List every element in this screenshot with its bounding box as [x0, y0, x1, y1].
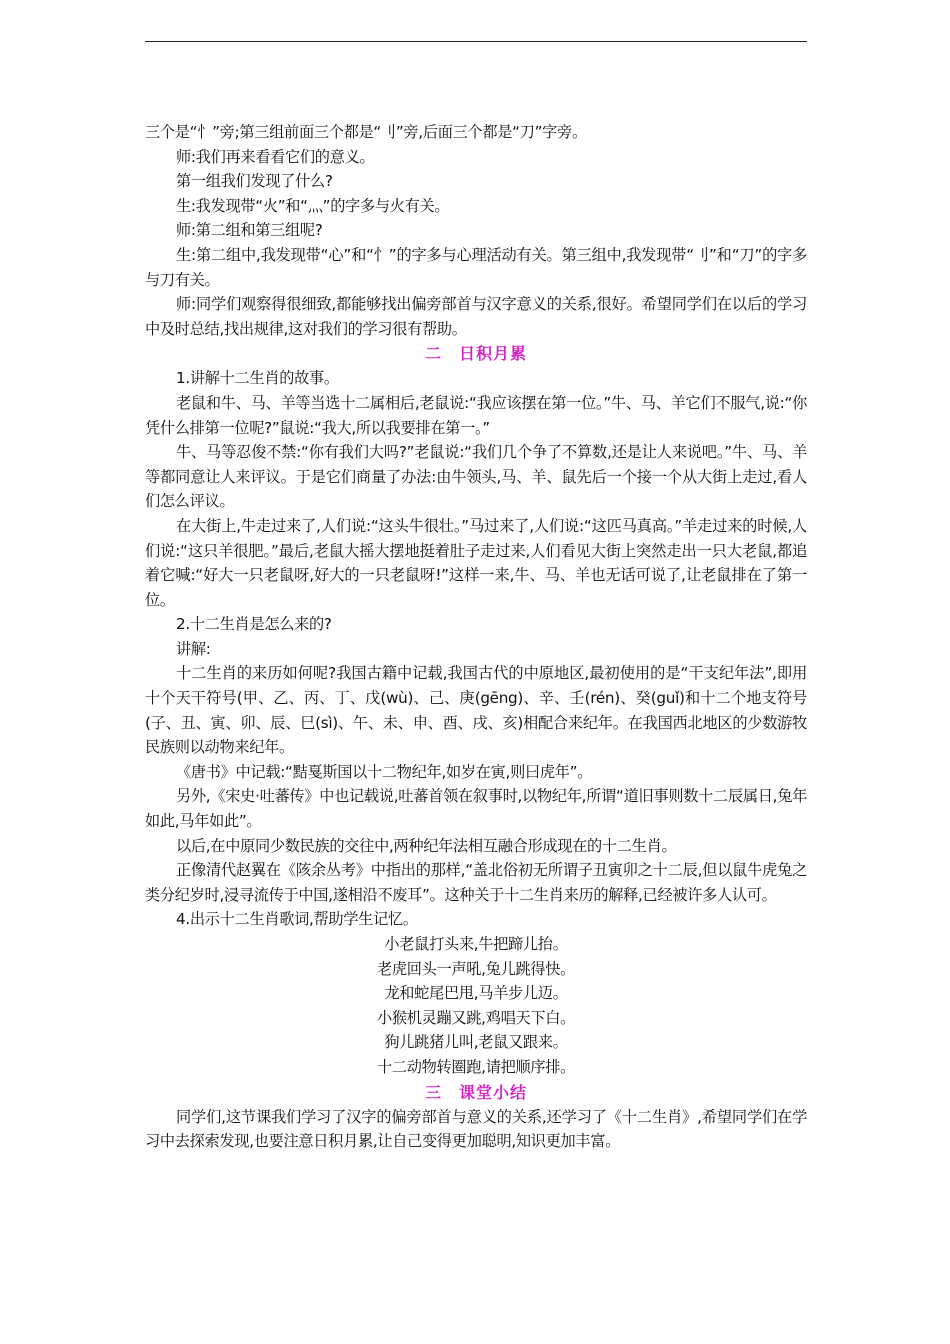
paragraph: 师:第二组和第三组呢? [176, 221, 323, 240]
poem-line: 龙和蛇尾巴甩,马羊步儿迈。 [384, 984, 568, 1003]
poem-line: 十二动物转圈跑,请把顺序排。 [376, 1057, 576, 1076]
paragraph: 第一组我们发现了什么? [176, 172, 333, 191]
section-heading-3: 三 课堂小结 [424, 1082, 527, 1102]
paragraph: 师:我们再来看看它们的意义。 [176, 147, 375, 166]
paragraph: 《唐书》中记载:“黠戛斯国以十二物纪年,如岁在寅,则曰虎年”。 [176, 762, 593, 781]
zodiac-poem [145, 932, 807, 1080]
paragraph: 师:同学们观察得很细致,都能够找出偏旁部首与汉字意义的关系,很好。希望同学们在以后的学习中及时总结,找出规律,这对我们的学习很有帮助。 [145, 295, 807, 338]
paragraph: 讲解: [176, 639, 211, 658]
paragraph: 生:第二组中,我发现带“心”和“忄”的字多与心理活动有关。第三组中,我发现带“刂”和“刀”的字多与刀有关。 [145, 245, 807, 289]
paragraph: 2.十二生肖是怎么来的? [176, 615, 332, 634]
paragraph: 4.出示十二生肖歌词,帮助学生记忆。 [176, 910, 418, 929]
section-heading-2: 二 日积月累 [424, 344, 527, 364]
paragraph: 牛、马等忍俊不禁:“你有我们大吗?”老鼠说:“我们几个争了不算数,还是让人来说吧。”牛、马、羊等都同意让人来评议。于是它们商量了办法:由牛领头,马、羊、鼠先后一个接一个从大街上走过,看人们怎么评议。 [145, 443, 807, 511]
poem-line: 小老鼠打头来,牛把蹄儿抬。 [384, 935, 568, 953]
header-rule [145, 41, 807, 42]
paragraph: 十二生肖的来历如何呢?我国古籍中记载,我国古代的中原地区,最初使用的是“干支纪年法”,即用十个天干符号(甲、乙、丙、丁、戊(wù)、己、庚(gēng)、辛、壬(rén)、癸(guǐ)和十二个地支符号(子、丑、寅、卯、辰、巳(sì)、午、未、申、酉、戌、亥)相配合来纪年。在我国西北地区的少数游牧民族则以动物来纪年。 [145, 664, 807, 757]
poem-line: 狗儿跳猪儿叫,老鼠又跟来。 [384, 1033, 568, 1052]
paragraph: 1.讲解十二生肖的故事。 [176, 369, 339, 388]
paragraph: 同学们,这节课我们学习了汉字的偏旁部首与意义的关系,还学习了《十二生肖》,希望同学们在学习中去探索发现,也要注意日积月累,让自己变得更加聪明,知识更加丰富。 [145, 1107, 807, 1151]
poem-line: 老虎回头一声吼,兔儿跳得快。 [376, 959, 576, 978]
paragraph: 在大街上,牛走过来了,人们说:“这头牛很壮。”马过来了,人们说:“这匹马真高。”羊走过来的时候,人们说:“这只羊很肥。”最后,老鼠大摇大摆地挺着肚子走过来,人们看见大街上突然走出一只大老鼠,都追着它喊:“好大一只老鼠呀,好大的一只老鼠呀!”这样一来,牛、马、羊也无话可说了,让老鼠排在了第一位。 [145, 516, 807, 609]
paragraph: 正像清代赵翼在《陔余丛考》中指出的那样,“盖北俗初无所谓子丑寅卯之十二辰,但以鼠牛虎兔之类分纪岁时,浸寻流传于中国,遂相沿不废耳”。这种关于十二生肖来历的解释,已经被许多人认可。 [145, 861, 807, 904]
paragraph: 生:我发现带“火”和“灬”的字多与火有关。 [176, 196, 450, 215]
poem-line: 小猴机灵蹦又跳,鸡唱天下白。 [376, 1008, 576, 1027]
document-body [145, 120, 807, 1154]
paragraph: 以后,在中原同少数民族的交往中,两种纪年法相互融合形成现在的十二生肖。 [176, 836, 677, 855]
paragraph: 三个是“忄”旁;第三组前面三个都是“刂”旁,后面三个都是“刀”字旁。 [145, 123, 587, 141]
paragraph: 另外,《宋史·吐蕃传》中也记载说,吐蕃首领在叙事时,以物纪年,所谓“道旧事则数十二辰属日,兔年如此,马年如此”。 [145, 787, 807, 831]
paragraph: 老鼠和牛、马、羊等当选十二属相后,老鼠说:“我应该摆在第一位。”牛、马、羊它们不服气,说:“你凭什么排第一位呢?”鼠说:“我大,所以我要排在第一。” [145, 393, 807, 437]
